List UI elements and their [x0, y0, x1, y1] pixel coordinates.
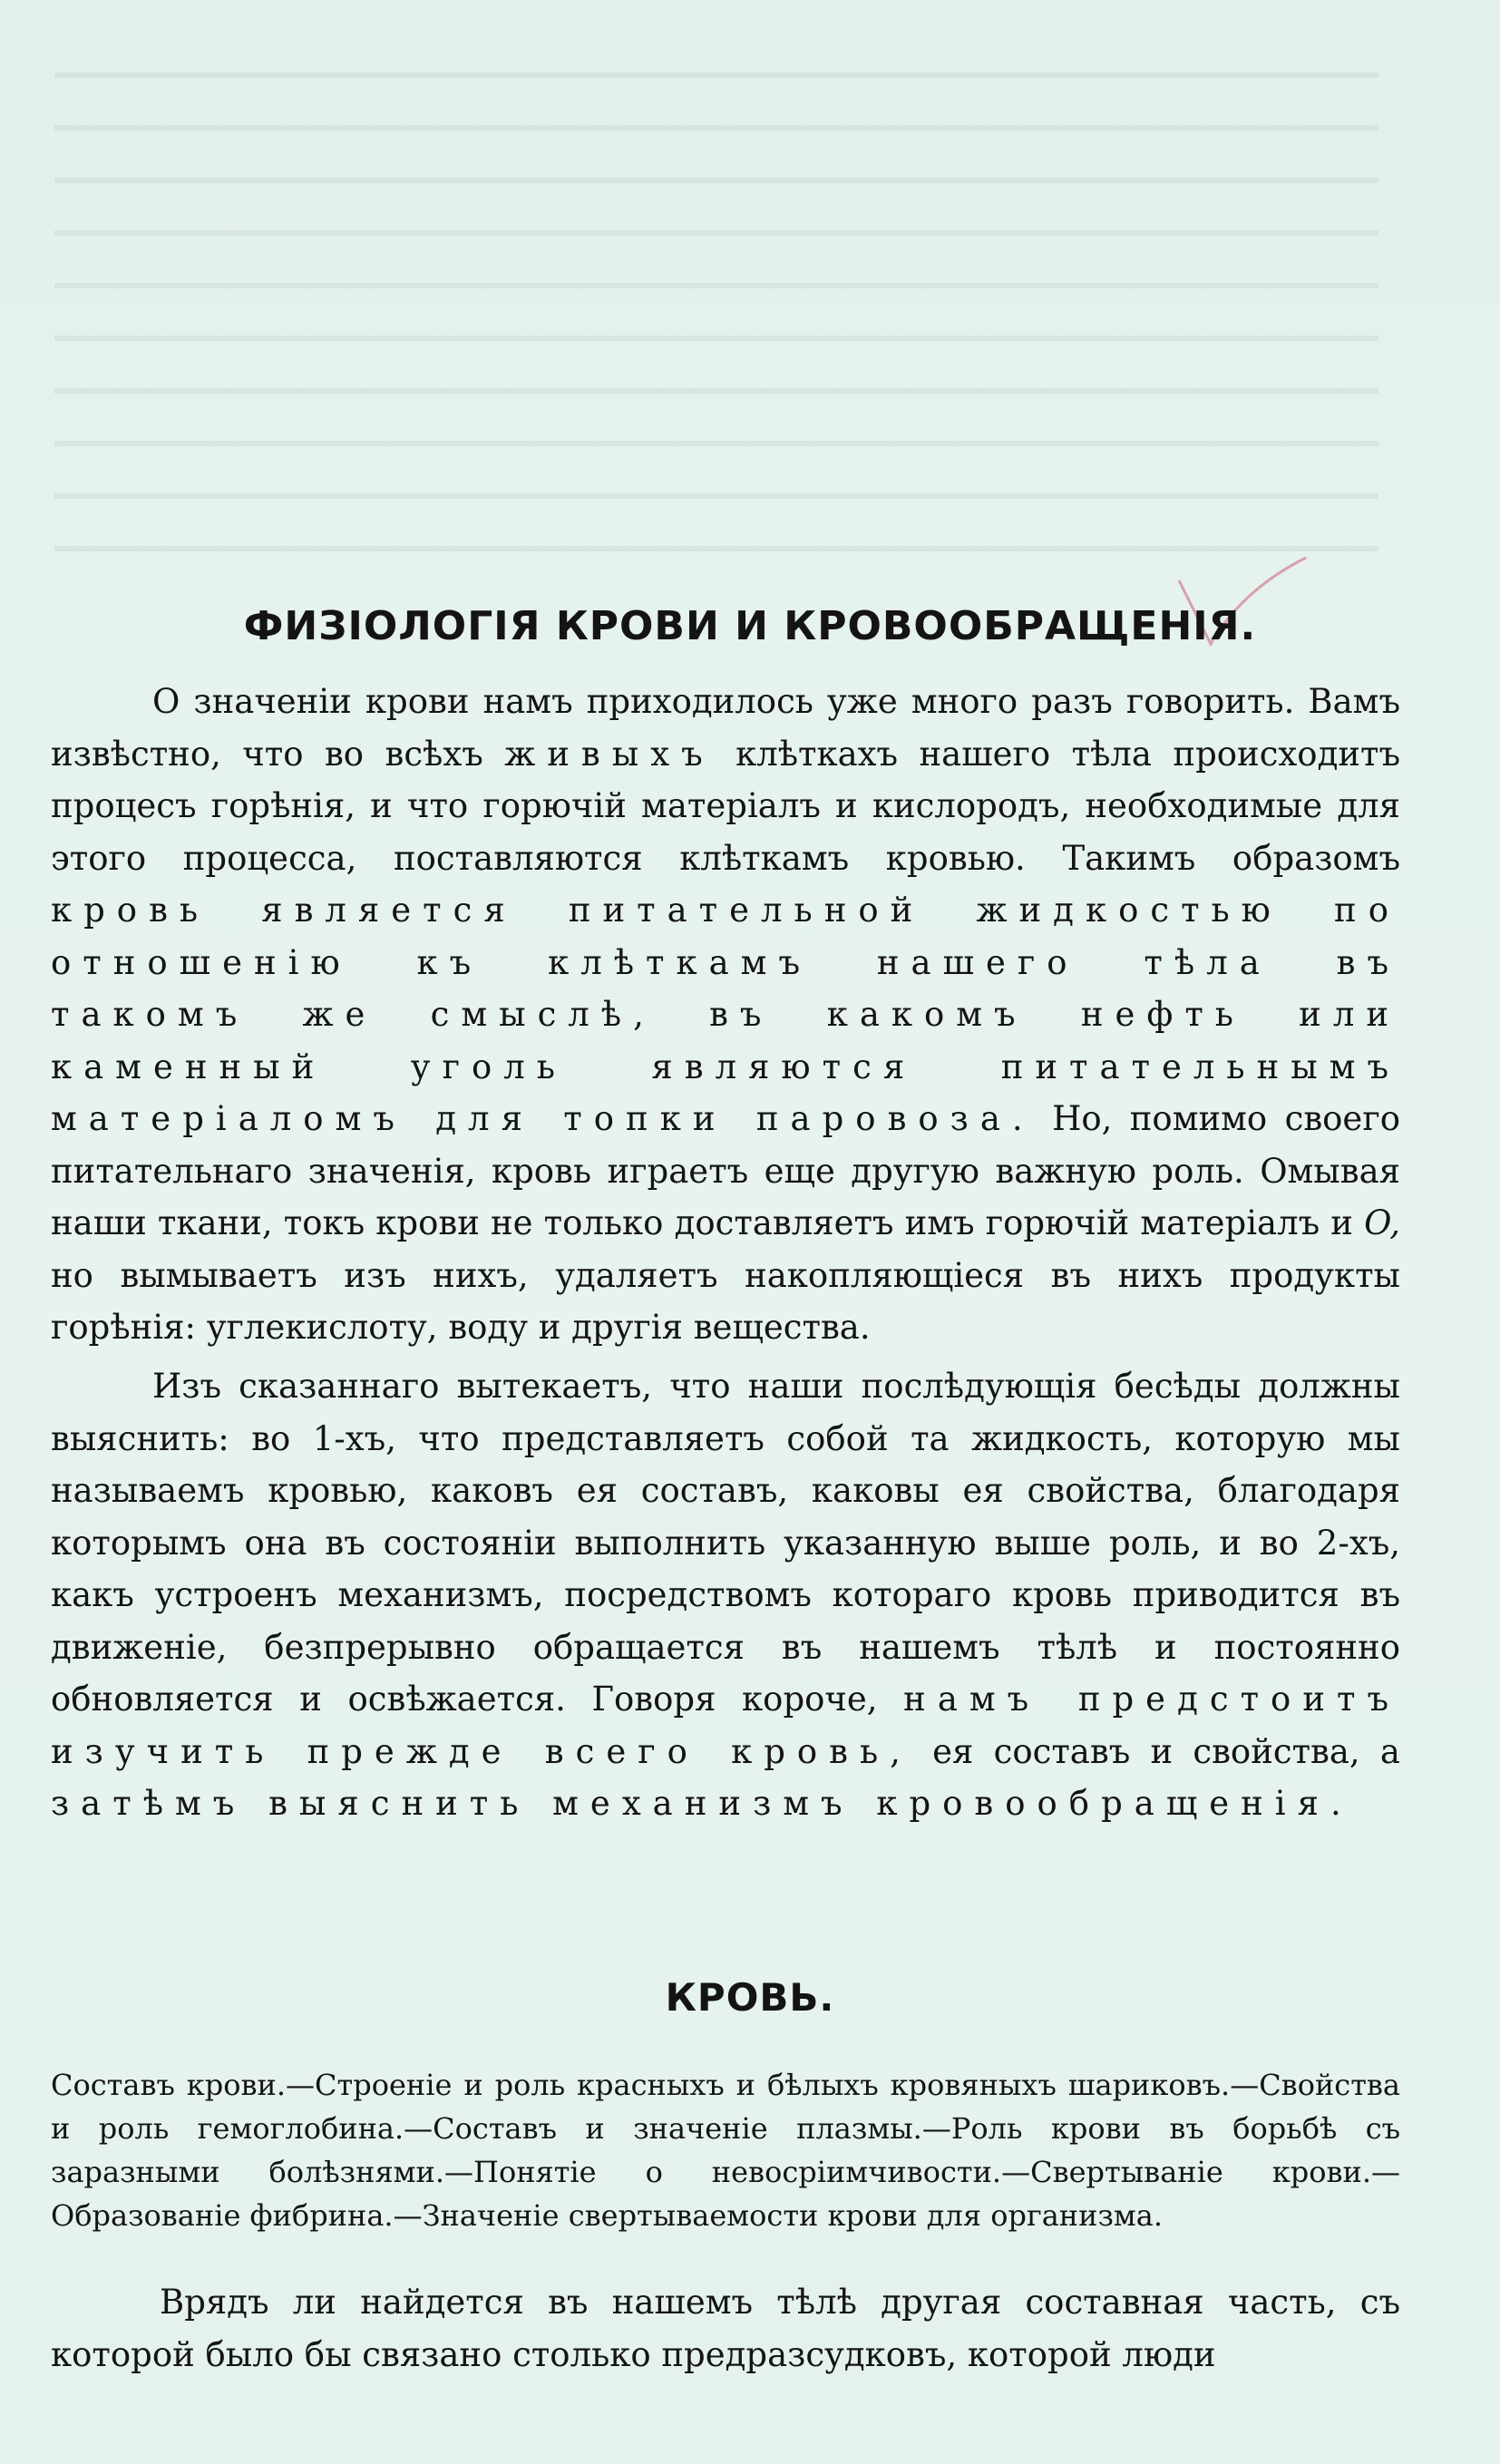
paragraph-plan-part-c: ея составъ и свойства, а — [932, 1731, 1400, 1771]
section-summary: Составъ крови.—Строеніе и роль красныхъ и бѣлыхъ кровяныхъ шариковъ.—Свойства и роль гемоглобина.—Составъ и значеніе плазмы.—Роль крови въ борьбѣ съ заразными болѣзнями.—Понятіе о невосрiимчивости.—Свертываніе крови.—Образованіе фибрина.—Значеніе свертываемости крови для организма. — [51, 2068, 1400, 2233]
emphasis-living: живыхъ — [504, 734, 715, 774]
paragraph-intro-part-a: О значеніи крови намъ приходилось уже много разъ говорить. Вамъ извѣстно, что во всѣхъ — [51, 682, 1400, 774]
paragraph-plan-part-a: Изъ сказаннаго вытекаетъ, что наши послѣдующія бесѣды должны выяснить: во 1-хъ, что представляетъ собой та жидкость, которую мы называемъ кровью, каковъ ея составъ, каковы ея свойства, благодаря которымъ она въ состояніи выполнить указанную выше роль, и во 2-хъ, какъ устроенъ механизмъ, посредствомъ котораго кровь приводится въ движеніе, безпрерывно обращается въ нашемъ тѣлѣ и постоянно обновляется и освѣжается. Говоря короче, — [51, 1367, 1400, 1719]
paragraph-plan — [51, 1360, 1400, 1830]
section-title: КРОВЬ. — [665, 1975, 835, 2020]
paragraph-blood-start: Врядъ ли найдется въ нашемъ тѣлѣ другая составная часть, съ которой было бы связано столько предразсудковъ, которой люди — [51, 2283, 1400, 2374]
emphasis-circulation: затѣмъ выяснить механизмъ кровообращенія. — [51, 1784, 1353, 1823]
chapter-title: ФИЗІОЛОГІЯ КРОВИ И КРОВООБРАЩЕНІЯ. — [243, 603, 1257, 649]
paragraph-intro-part-g: но вымываетъ изъ нихъ, удаляетъ накопляющіеся въ нихъ продукты горѣнія: углекислоту, воду и другія вещества. — [51, 1255, 1400, 1347]
paragraph-intro-part-c: клѣткахъ нашего тѣла происходитъ процесъ горѣнія, и что горючій матеріалъ и кислородъ, необходимые для этого процесса, поставляются клѣткамъ кровью. Такимъ образомъ — [51, 734, 1401, 878]
emphasis-blood-nutritive: кровь является питательной жидкостью по отношенію къ клѣткамъ нашего тѣла въ такомъ же смыслѣ, въ какомъ нефть или каменный уголь являются питательнымъ матеріаломъ для топки паровоза. — [51, 891, 1400, 1138]
paragraph-intro — [51, 676, 1400, 1354]
bleed-through-text — [54, 73, 1378, 580]
paragraph-intro-part-e: Но, помимо своего питательнаго значенія, кровь играетъ еще другую важную роль. Омывая наши ткани, токъ крови не только доставляетъ имъ горючій матеріалъ и — [51, 1099, 1400, 1242]
emphasis-study-blood: намъ предстоитъ изучить прежде всего кровь, — [51, 1680, 1400, 1771]
oxygen-symbol: O, — [1364, 1203, 1400, 1242]
